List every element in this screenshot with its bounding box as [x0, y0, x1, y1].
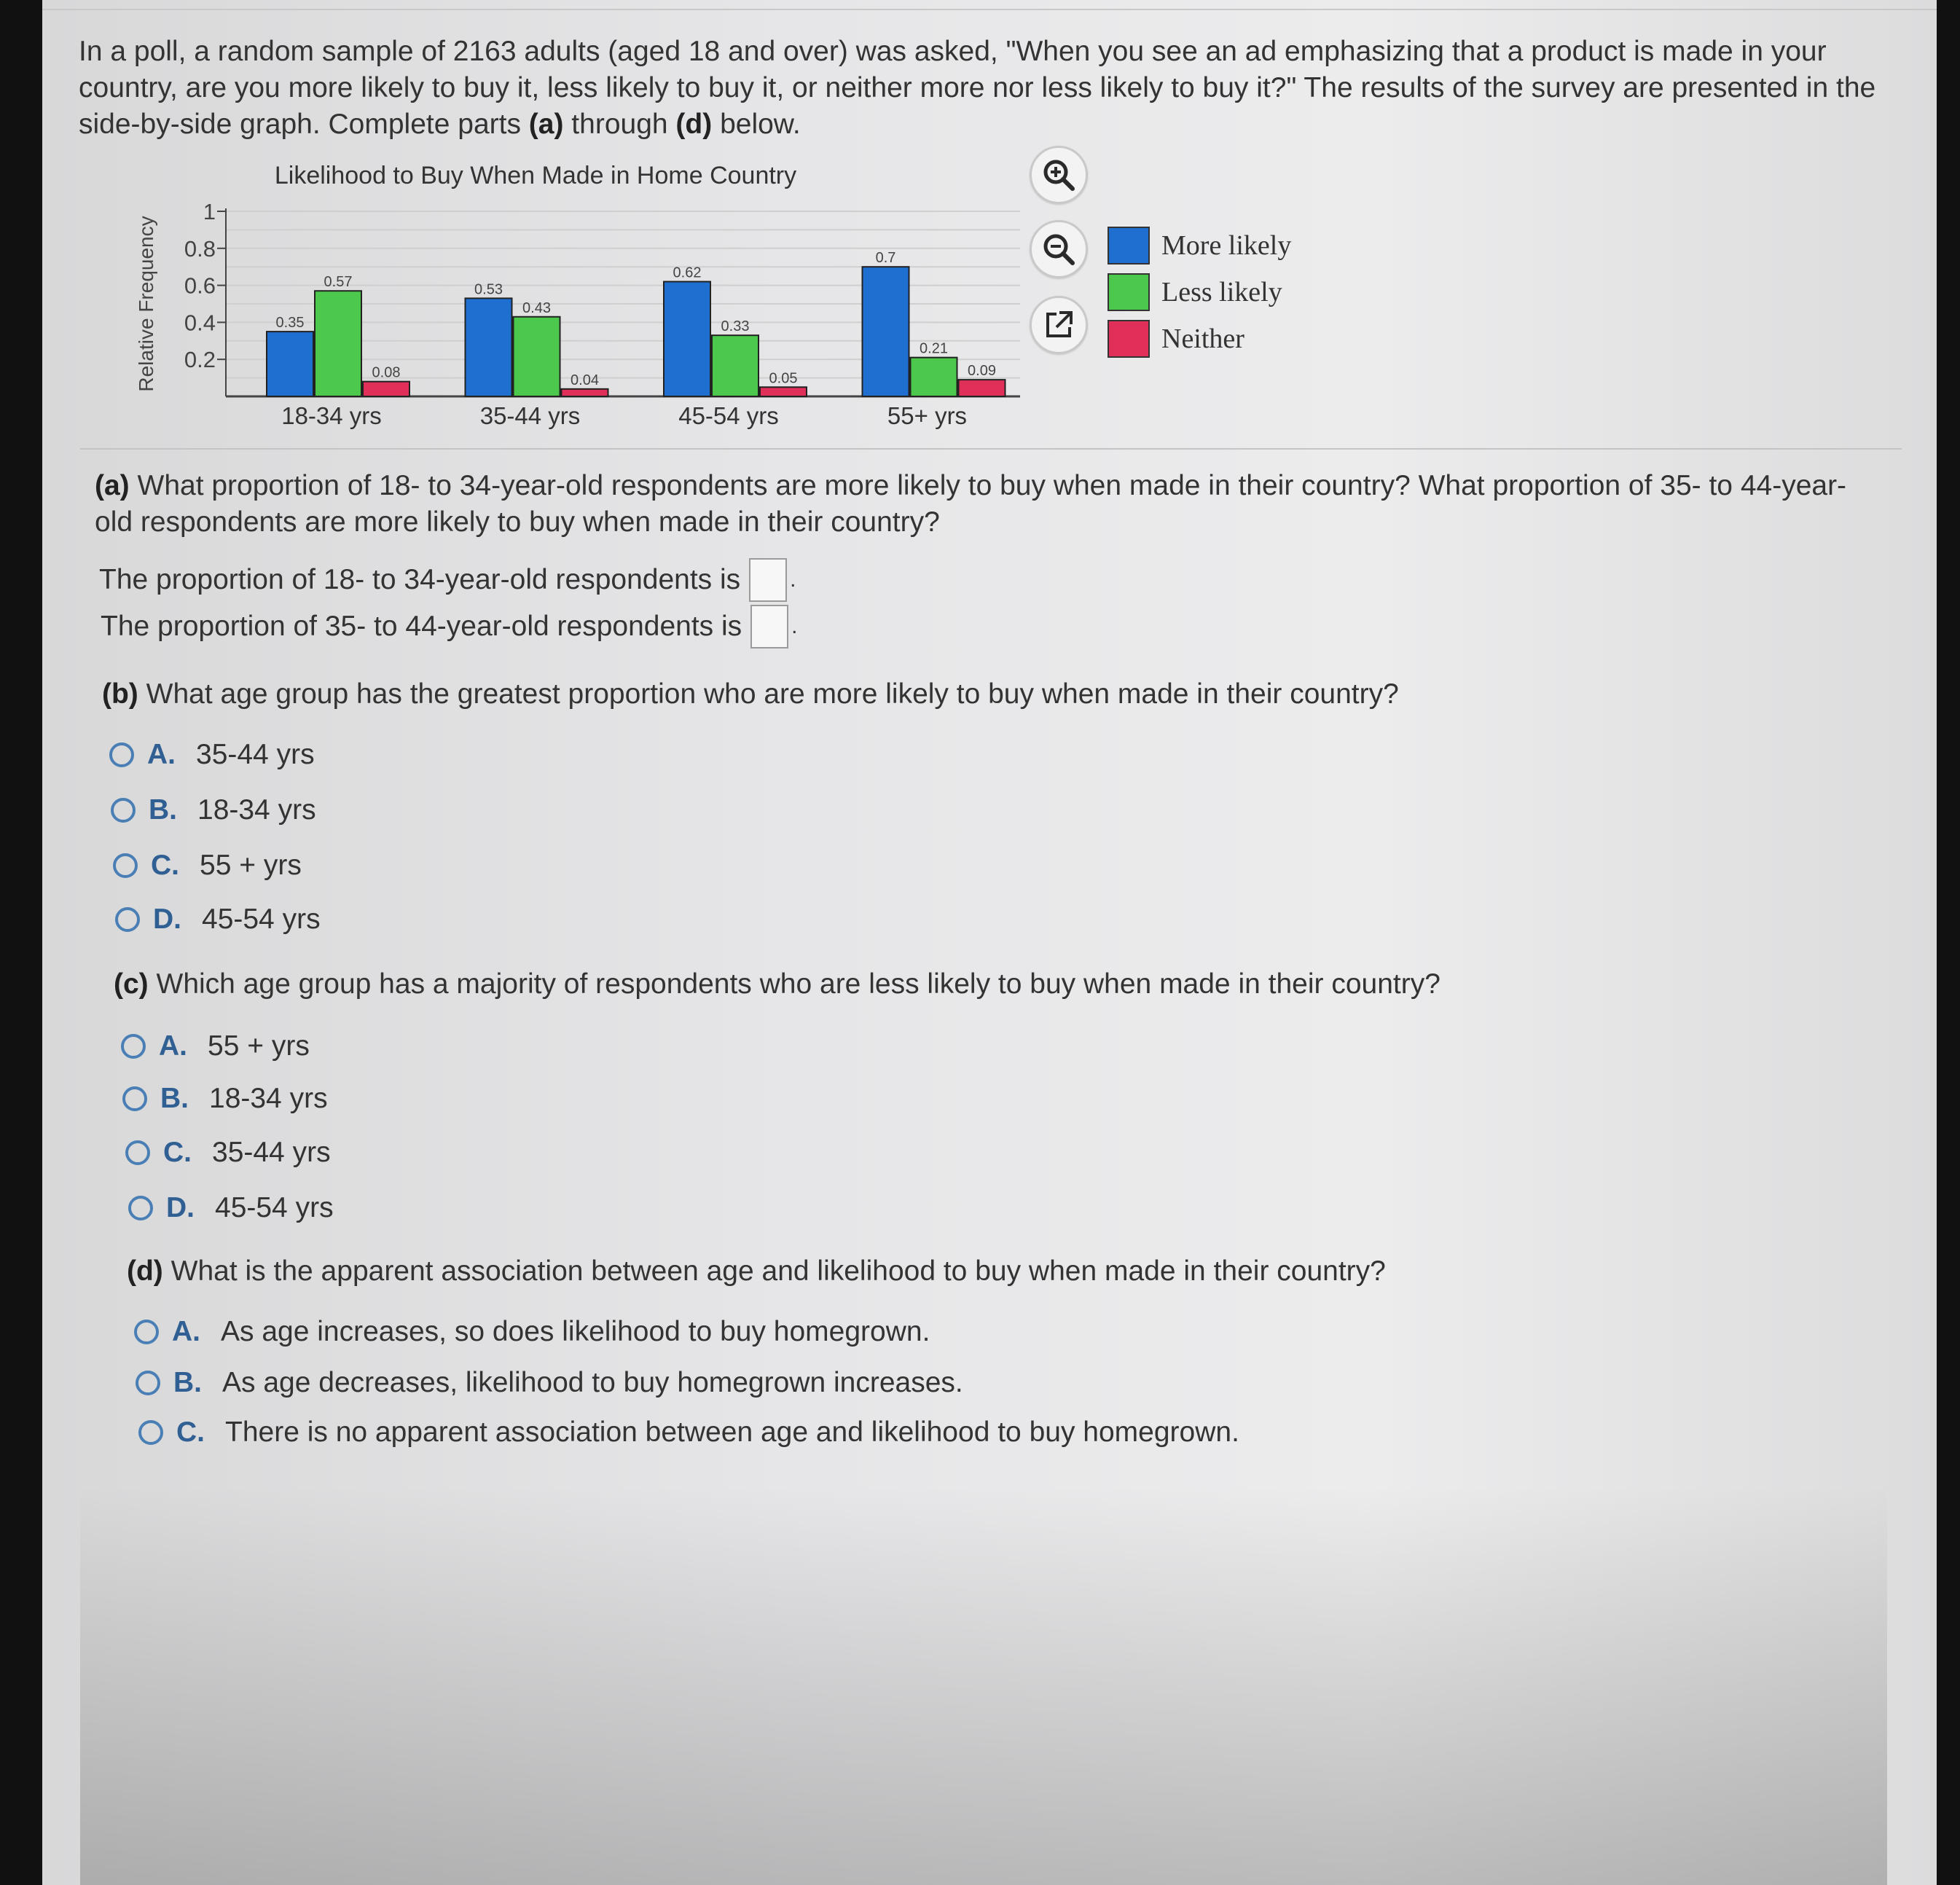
zoom-in-icon — [1040, 157, 1077, 193]
legend-label: Neither — [1161, 324, 1244, 354]
answer-line-18-34 — [99, 558, 796, 602]
zoom-in-button[interactable] — [1030, 146, 1088, 204]
radio-button[interactable] — [121, 1034, 146, 1059]
question-d: (d) What is the apparent association between age and likelihood to buy when made in their country? — [127, 1255, 1386, 1287]
bar — [863, 267, 909, 396]
radio-button[interactable] — [111, 798, 136, 823]
legend-swatch — [1108, 273, 1150, 311]
bar — [315, 291, 361, 396]
y-tick-label: 0.2 — [184, 347, 216, 373]
question-c: (c) Which age group has a majority of respondents who are less likely to buy when made in their country? — [114, 968, 1440, 1000]
data-label: 0.43 — [522, 299, 551, 316]
y-tick-label: 1 — [203, 199, 216, 224]
legend-item-less-likely — [1108, 269, 1291, 316]
answer-input-18-34[interactable] — [749, 558, 787, 602]
data-label: 0.08 — [372, 364, 401, 381]
question-b: (b) What age group has the greatest proportion who are more likely to buy when made in their country? — [102, 678, 1399, 710]
bar — [267, 332, 313, 396]
legend-item-neither — [1108, 316, 1291, 362]
radio-button[interactable] — [122, 1086, 147, 1111]
radio-button[interactable] — [128, 1196, 153, 1220]
section-divider — [80, 448, 1902, 450]
period: . — [791, 614, 798, 638]
data-label: 0.09 — [968, 363, 996, 380]
legend-item-more-likely — [1108, 222, 1291, 269]
bar — [760, 387, 807, 396]
radio-button[interactable] — [138, 1420, 163, 1445]
legend-label: Less likely — [1161, 277, 1282, 307]
legend-swatch — [1108, 227, 1150, 264]
period: . — [790, 568, 796, 592]
data-label: 0.7 — [875, 250, 896, 267]
bar — [664, 282, 710, 396]
bar — [363, 382, 409, 396]
popout-button[interactable] — [1030, 296, 1088, 354]
data-label: 0.53 — [474, 281, 503, 298]
data-label: 0.35 — [275, 315, 305, 332]
data-label: 0.57 — [324, 274, 353, 291]
y-axis-label: Relative Frequency — [135, 216, 157, 392]
data-label: 0.04 — [571, 372, 599, 388]
option-b-a[interactable]: A. 35-44 yrs — [109, 739, 315, 771]
x-tick-label: 55+ yrs — [887, 402, 968, 429]
bar — [562, 389, 608, 396]
legend-swatch — [1108, 320, 1150, 358]
bar-chart — [131, 153, 1086, 437]
option-d-c[interactable]: C. There is no apparent association between age and likelihood to buy homegrown. — [138, 1416, 1239, 1449]
chart-legend — [1108, 222, 1291, 362]
bar — [959, 380, 1006, 396]
y-tick-label: 0.8 — [184, 235, 216, 262]
zoom-out-icon — [1040, 231, 1077, 267]
radio-button[interactable] — [136, 1371, 160, 1395]
answer-prompt: The proportion of 18- to 34-year-old respondents is — [99, 564, 741, 595]
data-label: 0.05 — [769, 370, 798, 387]
option-b-b[interactable]: B. 18-34 yrs — [111, 794, 316, 826]
bar — [514, 317, 560, 396]
x-tick-label: 35-44 yrs — [479, 402, 581, 429]
screen-shadow — [80, 1486, 1887, 1885]
question-a: (a) What proportion of 18- to 34-year-old respondents are more likely to buy when made in their country? What proportion of 35- to 44-year-old respondents are more likely to buy when made in their country? — [95, 470, 1847, 538]
chart-svg — [131, 153, 1086, 437]
y-tick-label: 0.4 — [184, 310, 216, 336]
answer-line-35-44 — [101, 605, 798, 648]
option-b-d[interactable]: D. 45-54 yrs — [115, 904, 321, 936]
legend-label: More likely — [1161, 230, 1292, 261]
option-c-c[interactable]: C. 35-44 yrs — [125, 1137, 331, 1169]
x-tick-label: 45-54 yrs — [678, 402, 779, 429]
problem-intro: In a poll, a random sample of 2163 adults (aged 18 and over) was asked, "When you see an ad emphasizing that a product is made in your country, are you more likely to buy it, less likely to buy it, or neither more nor less likely to buy it?" The results of the survey are presented in the side-by-side graph. Complete parts (a) through (d) below. — [79, 36, 1876, 140]
bar — [712, 335, 758, 396]
radio-button[interactable] — [109, 742, 134, 767]
top-divider — [42, 9, 1937, 10]
answer-prompt: The proportion of 35- to 44-year-old respondents is — [101, 611, 742, 642]
x-tick-label: 18-34 yrs — [281, 402, 382, 429]
answer-input-35-44[interactable] — [750, 605, 788, 648]
data-label: 0.62 — [673, 264, 702, 281]
chart-title: Likelihood to Buy When Made in Home Country — [274, 162, 797, 189]
option-c-a[interactable]: A. 55 + yrs — [121, 1030, 310, 1062]
option-c-b[interactable]: B. 18-34 yrs — [122, 1083, 328, 1115]
radio-button[interactable] — [125, 1140, 150, 1165]
y-tick-label: 0.6 — [184, 273, 216, 299]
option-d-b[interactable]: B. As age decreases, likelihood to buy homegrown increases. — [136, 1367, 963, 1399]
popout-icon — [1042, 308, 1075, 342]
zoom-out-button[interactable] — [1030, 220, 1088, 278]
bar — [911, 358, 957, 396]
bar — [466, 298, 512, 396]
data-label: 0.21 — [920, 340, 948, 357]
option-b-c[interactable]: C. 55 + yrs — [113, 850, 302, 882]
data-label: 0.33 — [721, 318, 750, 335]
radio-button[interactable] — [115, 907, 140, 932]
radio-button[interactable] — [134, 1320, 159, 1344]
option-c-d[interactable]: D. 45-54 yrs — [128, 1192, 334, 1224]
radio-button[interactable] — [113, 853, 138, 878]
option-d-a[interactable]: A. As age increases, so does likelihood to buy homegrown. — [134, 1316, 930, 1348]
